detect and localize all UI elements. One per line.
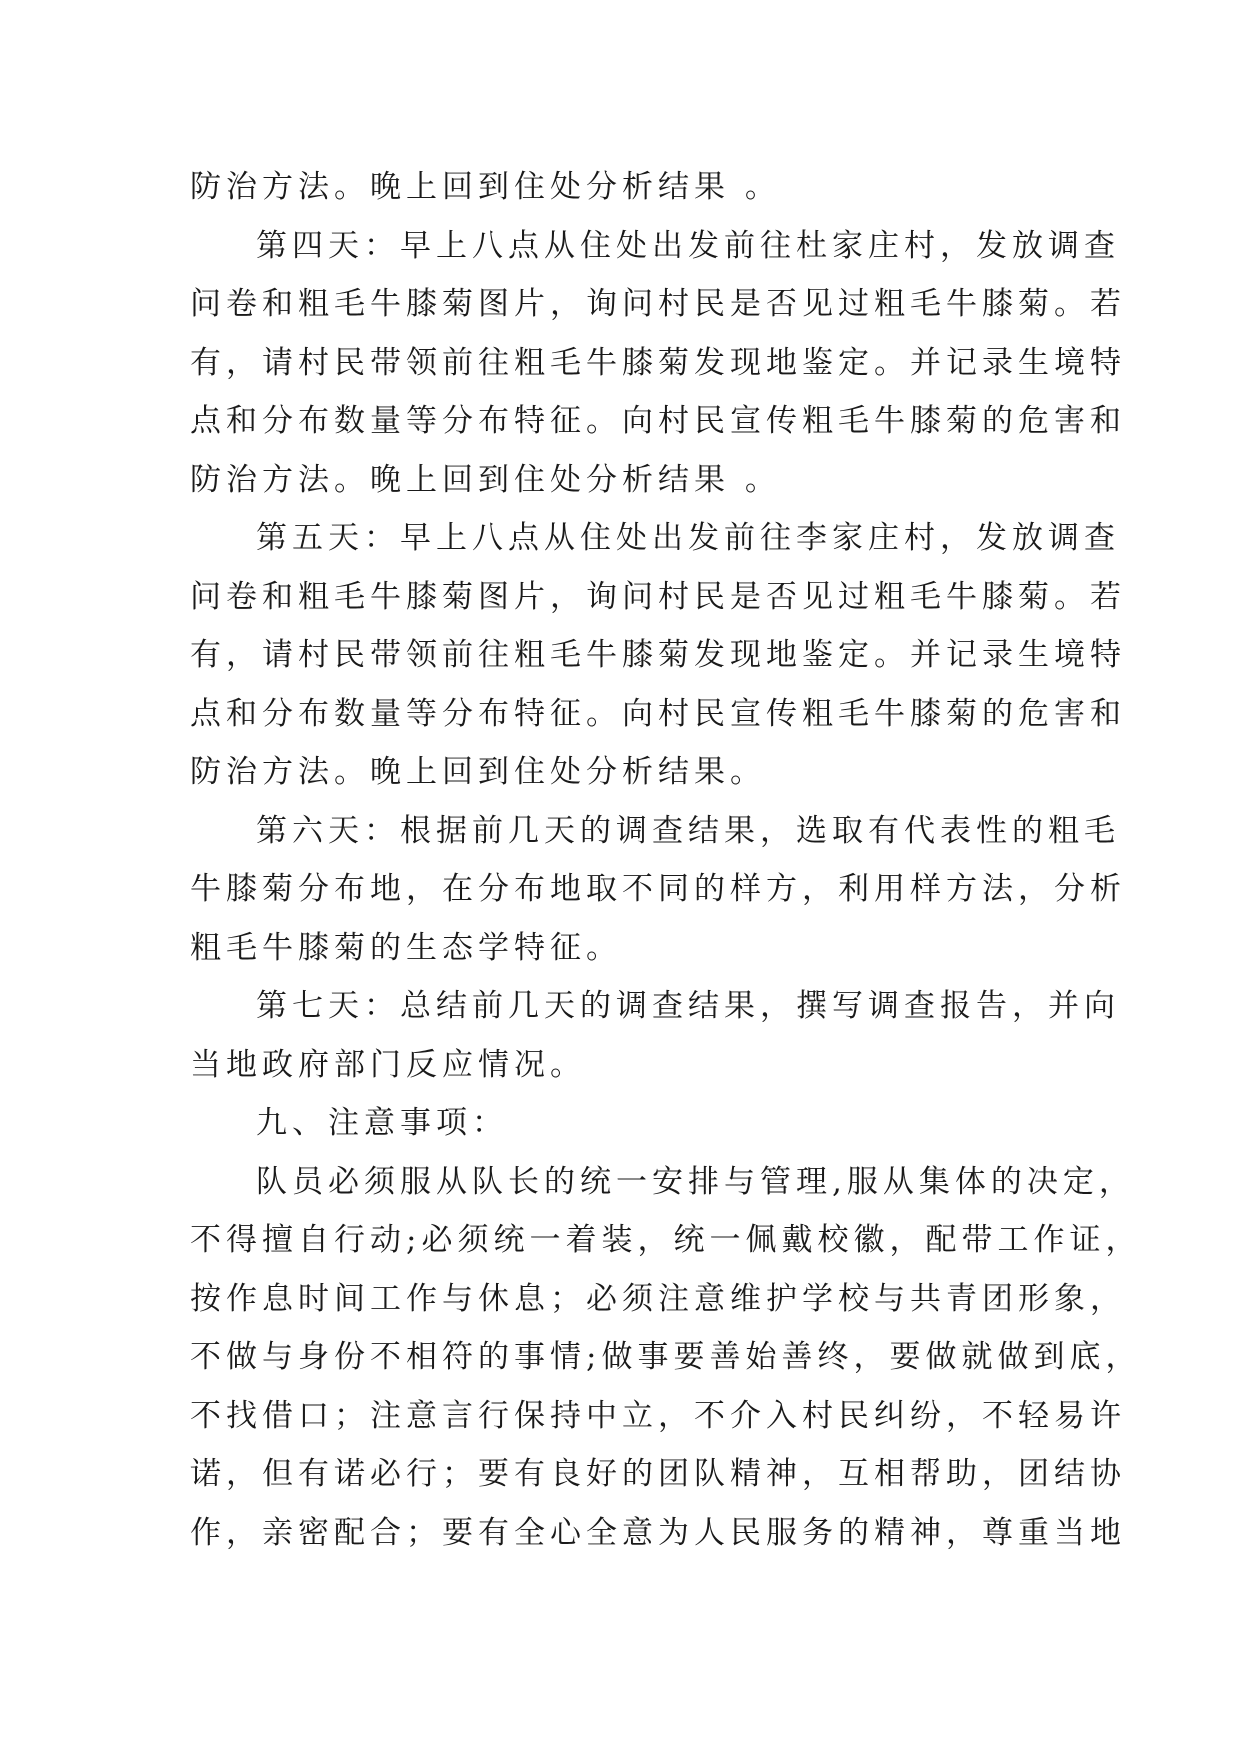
paragraph-day6: 第六天：根据前几天的调查结果，选取有代表性的粗毛 — [256, 812, 1120, 849]
text-line: 不得擅自行动;必须统一着装，统一佩戴校徽，配带工作证， — [190, 1222, 1142, 1258]
paragraph-notes: 队员必须服从队长的统一安排与管理,服从集体的决定， — [256, 1163, 1135, 1200]
text-line: 不找借口；注意言行保持中立，不介入村民纠纷，不轻易许 — [190, 1397, 1126, 1434]
text-line: 防治方法。晚上回到住处分析结果 。 — [190, 461, 781, 498]
paragraph-day7: 第七天：总结前几天的调查结果，撰写调查报告，并向 — [256, 988, 1120, 1024]
text-line: 点和分布数量等分布特征。向村民宣传粗毛牛膝菊的危害和 — [190, 403, 1126, 439]
text-line: 按作息时间工作与休息；必须注意维护学校与共青团形象， — [190, 1280, 1126, 1317]
text-line: 防治方法。晚上回到住处分析结果 。 — [190, 169, 781, 205]
text-line: 诺，但有诺必行；要有良好的团队精神，互相帮助，团结协 — [190, 1456, 1126, 1492]
text-line: 有，请村民带领前往粗毛牛膝菊发现地鉴定。并记录生境特 — [190, 344, 1126, 381]
text-line: 作，亲密配合；要有全心全意为人民服务的精神，尊重当地 — [190, 1514, 1126, 1551]
text-line: 问卷和粗毛牛膝菊图片，询问村民是否见过粗毛牛膝菊。若 — [190, 286, 1126, 322]
text-line: 粗毛牛膝菊的生态学特征。 — [190, 929, 622, 966]
text-line: 牛膝菊分布地，在分布地取不同的样方，利用样方法，分析 — [190, 871, 1126, 907]
paragraph-day5: 第五天：早上八点从住处出发前往李家庄村，发放调查 — [256, 520, 1120, 556]
text-line: 不做与身份不相符的事情;做事要善始善终，要做就做到底， — [190, 1339, 1142, 1375]
text-line: 防治方法。晚上回到住处分析结果。 — [190, 754, 766, 790]
paragraph-day4: 第四天：早上八点从住处出发前往杜家庄村，发放调查 — [256, 227, 1120, 264]
text-line: 当地政府部门反应情况。 — [190, 1046, 586, 1083]
body-text — [190, 158, 1142, 1562]
text-line: 点和分布数量等分布特征。向村民宣传粗毛牛膝菊的危害和 — [190, 695, 1126, 732]
section-heading-notes: 九、注意事项： — [256, 1105, 508, 1141]
text-line: 问卷和粗毛牛膝菊图片，询问村民是否见过粗毛牛膝菊。若 — [190, 578, 1126, 615]
text-line: 有，请村民带领前往粗毛牛膝菊发现地鉴定。并记录生境特 — [190, 637, 1126, 673]
